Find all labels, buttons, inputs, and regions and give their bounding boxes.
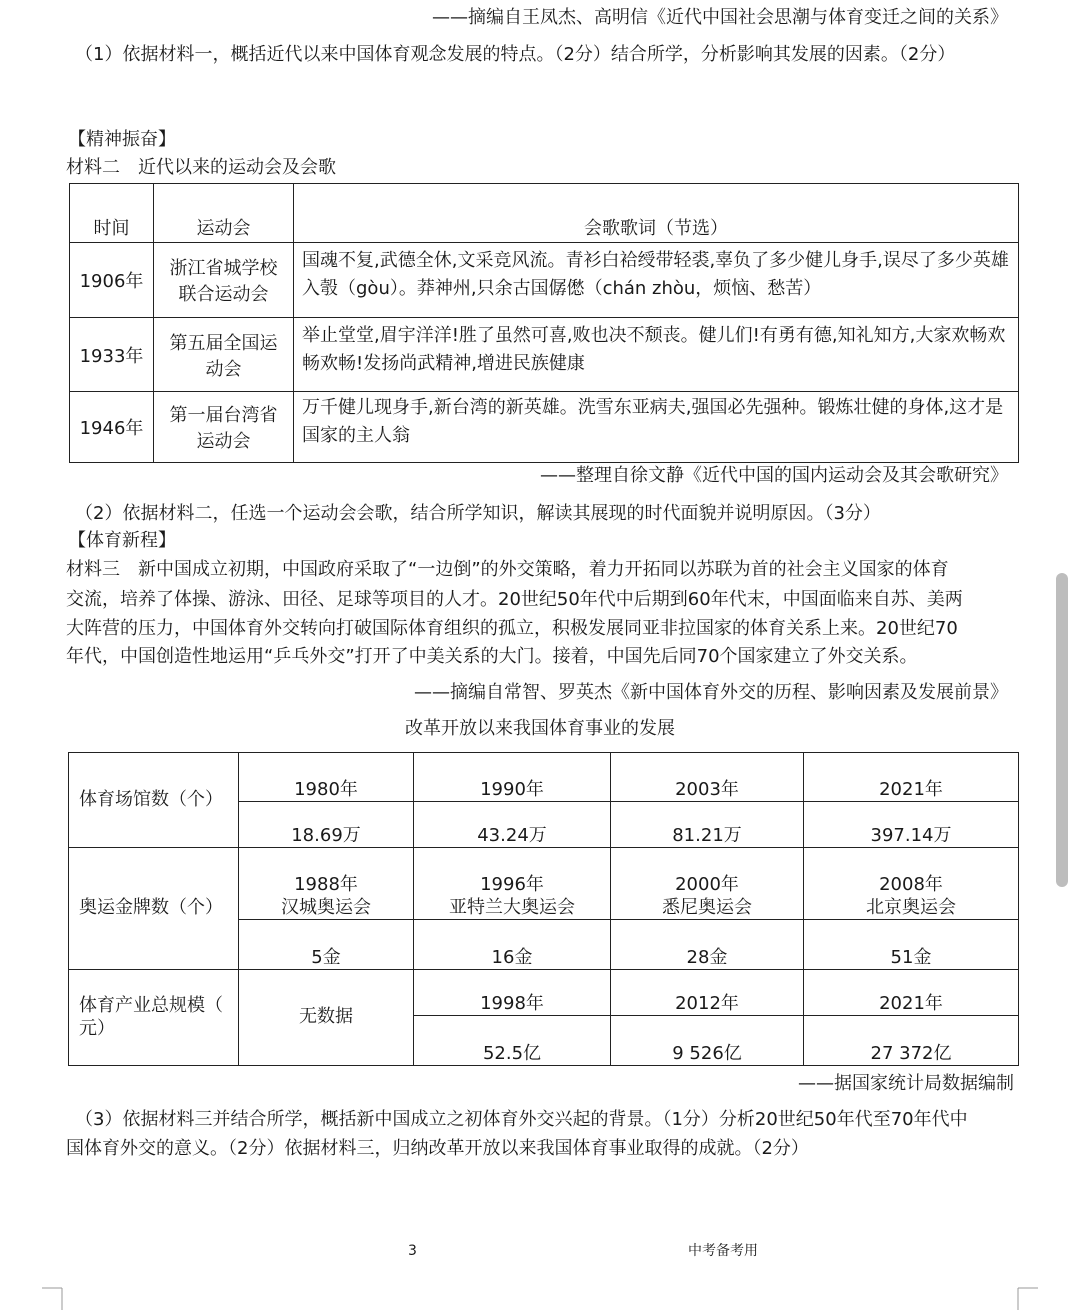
olympic-games: 2008年 北京奥运会 <box>804 848 1019 920</box>
source-3: ——摘编自常智、罗英杰《新中国体育外交的历程、影响因素及发展前景》 <box>414 682 1008 703</box>
industry-value: 9 526亿 <box>611 1016 804 1066</box>
row-lyrics <box>294 318 1019 392</box>
meet-line: 联合运动会 <box>178 284 269 305</box>
row-meet <box>154 392 294 463</box>
material3-line: 年代，中国创造性地运用“乒乓外交”打开了中美关系的大门。接着，中国先后同70个国家建立了外交关系。 <box>66 646 918 667</box>
anthem-table-header <box>70 184 1019 243</box>
row-meet <box>154 318 294 392</box>
gold-count: 5金 <box>239 920 414 970</box>
section2-heading: 【精神振奋】 <box>68 129 176 150</box>
material2-title: 材料二 近代以来的运动会及会歌 <box>66 157 336 178</box>
page-corner-mark-left <box>40 1286 64 1310</box>
venue-year: 1980年 <box>239 753 414 802</box>
lyrics-text: 举止堂堂,眉宇洋洋!胜了虽然可喜,败也决不颓丧。健儿们!有勇有德,知礼知方,大家欢畅欢畅欢畅!发扬尚武精神,增进民族健康 <box>302 324 1006 374</box>
source-4: ——据国家统计局数据编制 <box>798 1073 1014 1094</box>
source-2: ——整理自徐文静《近代中国的国内运动会及其会歌研究》 <box>540 465 1008 486</box>
section3-heading: 【体育新程】 <box>68 530 176 551</box>
venue-count: 18.69万 <box>239 802 414 848</box>
row-time: 1906年 <box>70 243 154 318</box>
source-1: ——摘编自王凤杰、高明信《近代中国社会思潮与体育变迁之间的关系》 <box>432 7 1008 28</box>
table-row <box>70 243 1019 318</box>
venue-year: 1990年 <box>414 753 611 802</box>
industry-no-data: 无数据 <box>239 970 414 1066</box>
vertical-scrollbar[interactable] <box>1056 573 1068 887</box>
row-time: 1946年 <box>70 392 154 463</box>
header-meet: 运动会 <box>154 184 294 243</box>
material3-line: 材料三 新中国成立初期，中国政府采取了“一边倒”的外交策略，着力开拓同以苏联为首的社会主义国家的体育 <box>66 559 949 580</box>
page-corner-mark-right <box>1016 1286 1040 1310</box>
venue-count: 81.21万 <box>611 802 804 848</box>
meet-line: 第五届全国运 <box>169 332 278 354</box>
venues-label: 体育场馆数（个） <box>69 753 239 848</box>
venue-count: 43.24万 <box>414 802 611 848</box>
row-lyrics <box>294 392 1019 463</box>
page-number: 3 <box>408 1243 417 1259</box>
material3-line: 大阵营的压力，中国体育外交转向打破国际体育组织的孤立，积极发展同亚非拉国家的体育关系上来。20世纪70 <box>66 618 958 639</box>
table-row <box>70 392 1019 463</box>
material3-line: 交流，培养了体操、游泳、田径、足球等项目的人才。20世纪50年代中后期到60年代末，中国面临来自苏、美两 <box>66 589 963 610</box>
question-1: （1）依据材料一，概括近代以来中国体育观念发展的特点。（2分）结合所学，分析影响其发展的因素。（2分） <box>75 44 956 65</box>
question-3-line: （3）依据材料三并结合所学，概括新中国成立之初体育外交兴起的背景。（1分）分析20世纪50年代至70年代中 <box>75 1109 968 1130</box>
footer-label: 中考备考用 <box>688 1243 758 1259</box>
industry-label: 体育产业总规模（ 元） <box>69 970 239 1066</box>
header-lyrics: 会歌歌词（节选） <box>294 184 1019 243</box>
olympic-games: 1996年 亚特兰大奥运会 <box>414 848 611 920</box>
meet-line: 运动会 <box>196 431 251 452</box>
row-lyrics <box>294 243 1019 318</box>
lyrics-text: 万千健儿现身手,新台湾的新英雄。洗雪东亚病夫,强国必先强种。锻炼壮健的身体,这才是国家的主人翁 <box>302 397 1004 446</box>
olympic-games: 2000年 悉尼奥运会 <box>611 848 804 920</box>
question-3-line: 国体育外交的意义。（2分）依据材料三，归纳改革开放以来我国体育事业取得的成就。（2分） <box>66 1138 809 1159</box>
industry-year: 1998年 <box>414 970 611 1016</box>
meet-line: 浙江省城学校 <box>169 258 278 279</box>
gold-label: 奥运金牌数（个） <box>69 848 239 970</box>
table-row <box>70 318 1019 392</box>
anthem-table <box>69 183 1019 463</box>
lyrics-text: 国魂不复,武德全休,文采竞风流。青衫白袷绶带轻裘,辜负了多少健儿身手,误尽了多少英雄入彀（gòu）。莽神州,只余古国僝僽（chán zhòu，烦恼、愁苦） <box>302 250 1009 299</box>
sports-development-table <box>68 752 1019 1066</box>
industry-value: 27 372亿 <box>804 1016 1019 1066</box>
table-row <box>69 848 1019 920</box>
meet-line: 动会 <box>205 358 242 380</box>
row-time: 1933年 <box>70 318 154 392</box>
table-row <box>69 753 1019 802</box>
olympic-games: 1988年 汉城奥运会 <box>239 848 414 920</box>
header-time: 时间 <box>70 184 154 243</box>
industry-year: 2012年 <box>611 970 804 1016</box>
table-row <box>69 970 1019 1016</box>
industry-year: 2021年 <box>804 970 1019 1016</box>
venue-year: 2003年 <box>611 753 804 802</box>
venue-year: 2021年 <box>804 753 1019 802</box>
row-meet <box>154 243 294 318</box>
gold-count: 28金 <box>611 920 804 970</box>
table3-title: 改革开放以来我国体育事业的发展 <box>405 718 675 739</box>
industry-value: 52.5亿 <box>414 1016 611 1066</box>
gold-count: 16金 <box>414 920 611 970</box>
question-2: （2）依据材料二，任选一个运动会会歌，结合所学知识，解读其展现的时代面貌并说明原因。（3分） <box>75 503 881 524</box>
gold-count: 51金 <box>804 920 1019 970</box>
meet-line: 第一届台湾省 <box>169 405 278 426</box>
venue-count: 397.14万 <box>804 802 1019 848</box>
